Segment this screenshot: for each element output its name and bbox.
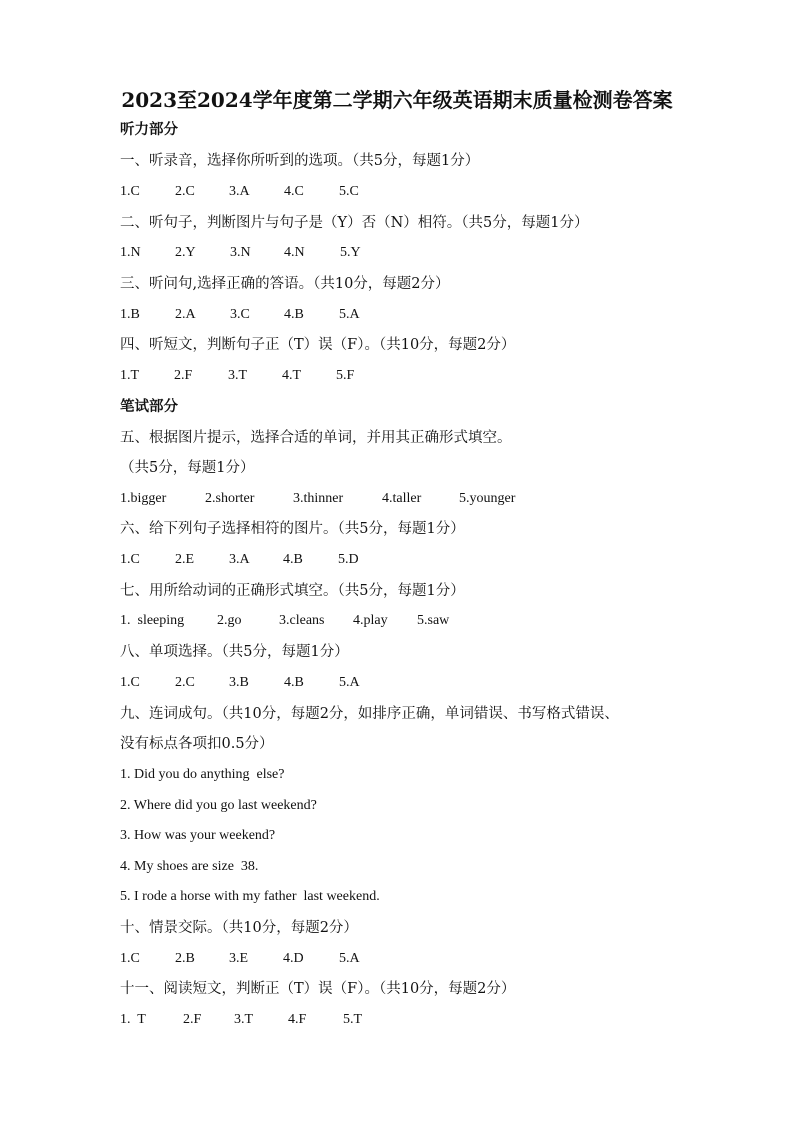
section-4-heading: 四、听短文，判断句子正（T）误（F）。（共10分，每题2分） <box>120 337 516 353</box>
section-8-heading: 八、单项选择。（共5分，每题1分） <box>120 644 349 660</box>
answer-item: 4.C <box>284 184 304 199</box>
listening-part-heading: 听力部分 <box>120 121 178 138</box>
answer-item: 2.B <box>175 951 195 966</box>
section-10-heading: 十、情景交际。（共10分，每题2分） <box>120 920 358 936</box>
answer-item: 4.B <box>283 552 303 567</box>
answer-item: 4.T <box>282 368 302 383</box>
answer-item: 2.A <box>175 307 196 322</box>
answer-item: 3.B <box>229 675 249 690</box>
answer-item: 1.B <box>120 307 140 322</box>
section-6-heading: 六、给下列句子选择相符的图片。（共5分，每题1分） <box>120 521 465 537</box>
answer-item: 4.taller <box>382 491 422 506</box>
answer-item: 2.shorter <box>205 491 255 506</box>
answer-item: 3.T <box>228 368 248 383</box>
answer-item: 2.F <box>174 368 193 383</box>
section-2-heading: 二、听句子，判断图片与句子是（Y）否（N）相符。（共5分，每题1分） <box>120 215 589 231</box>
section-5-heading: 五、根据图片提示，选择合适的单词，并用其正确形式填空。 <box>120 430 512 446</box>
answer-item: 5.A <box>339 951 360 966</box>
answer-item: 3.cleans <box>279 613 325 628</box>
answer-item: 3.A <box>229 184 250 199</box>
sentence-item: 1. Did you do anything else? <box>120 767 285 782</box>
answer-item: 5.D <box>338 552 359 567</box>
answer-item: 1. sleeping <box>120 613 185 628</box>
answer-item: 1.C <box>120 951 140 966</box>
sentence-item: 4. My shoes are size 38. <box>120 859 259 874</box>
section-1-heading: 一、听录音，选择你所听到的选项。（共5分，每题1分） <box>120 153 480 169</box>
answer-item: 1.N <box>120 245 141 260</box>
answer-item: 3.T <box>234 1012 254 1027</box>
answer-item: 5.A <box>339 675 360 690</box>
section-4-answers <box>120 365 720 387</box>
document-title: 2023至2024学年度第二学期六年级英语期末质量检测卷答案 <box>121 88 673 112</box>
writing-part-heading: 笔试部分 <box>120 398 178 415</box>
answer-item: 2.go <box>217 613 242 628</box>
answer-item: 3.E <box>229 951 249 966</box>
section-3-heading: 三、听问句,选择正确的答语。（共10分，每题2分） <box>120 276 450 292</box>
answer-item: 3.C <box>230 307 250 322</box>
answer-item: 1.C <box>120 552 140 567</box>
answer-item: 1. T <box>120 1012 146 1027</box>
section-5-heading-continued: （共5分，每题1分） <box>120 460 255 476</box>
answer-item: 5.A <box>339 307 360 322</box>
section-7-answers <box>120 610 720 632</box>
answer-item: 1.bigger <box>120 491 167 506</box>
answer-item: 5.F <box>336 368 355 383</box>
answer-item: 5.younger <box>459 491 516 506</box>
answer-item: 4.F <box>288 1012 307 1027</box>
answer-item: 4.D <box>283 951 304 966</box>
answer-item: 5.saw <box>417 613 450 628</box>
answer-item: 5.C <box>339 184 359 199</box>
answer-item: 4.B <box>284 307 304 322</box>
sentence-item: 3. How was your weekend? <box>120 828 276 843</box>
sentence-item: 5. I rode a horse with my father last weekend. <box>120 889 380 904</box>
sentence-item: 2. Where did you go last weekend? <box>120 798 317 813</box>
section-3-answers <box>120 304 720 326</box>
answer-item: 2.C <box>175 184 195 199</box>
section-8-answers <box>120 672 720 694</box>
answer-item: 5.T <box>343 1012 363 1027</box>
section-9-heading-continued: 没有标点各项扣0.5分） <box>120 736 274 752</box>
answer-item: 3.N <box>230 245 251 260</box>
answer-item: 4.play <box>353 613 388 628</box>
section-6-answers <box>120 549 720 571</box>
section-11-heading: 十一、阅读短文，判断正（T）误（F）。（共10分，每题2分） <box>120 981 516 997</box>
section-9-heading: 九、连词成句。（共10分，每题2分，如排序正确，单词错误、书写格式错误、 <box>120 706 619 722</box>
answer-item: 2.C <box>175 675 195 690</box>
answer-item: 2.F <box>183 1012 202 1027</box>
section-11-answers <box>120 1009 720 1031</box>
answer-item: 1.C <box>120 184 140 199</box>
answer-item: 5.Y <box>340 245 361 260</box>
section-10-answers <box>120 948 720 970</box>
answer-item: 4.B <box>284 675 304 690</box>
section-7-heading: 七、用所给动词的正确形式填空。（共5分，每题1分） <box>120 583 465 599</box>
section-1-answers <box>120 181 720 203</box>
answer-item: 4.N <box>284 245 305 260</box>
section-5-answers <box>120 488 720 510</box>
answer-item: 2.Y <box>175 245 196 260</box>
section-2-answers <box>120 242 720 264</box>
answer-item: 1.C <box>120 675 140 690</box>
answer-item: 3.thinner <box>293 491 344 506</box>
answer-item: 2.E <box>175 552 195 567</box>
answer-item: 1.T <box>120 368 140 383</box>
answer-item: 3.A <box>229 552 250 567</box>
